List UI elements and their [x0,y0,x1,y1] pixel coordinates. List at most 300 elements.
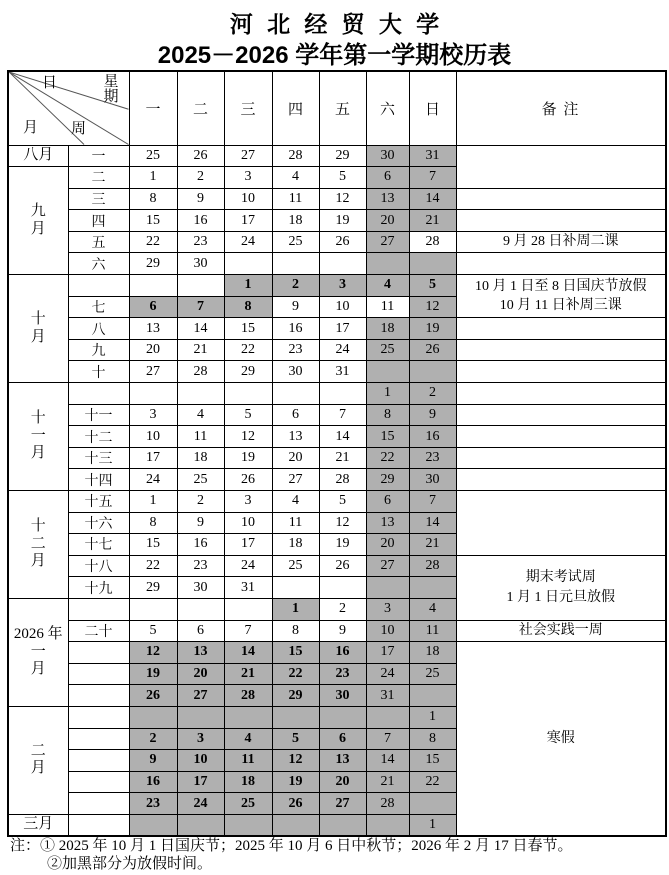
day-cell: 31 [224,577,272,599]
day-cell: 15 [129,534,177,556]
day-cell: 17 [366,642,409,664]
corner-label-week: 周 [71,121,87,137]
day-cell: 12 [129,642,177,664]
corner-label-day: 日 [42,75,58,91]
day-cell: 2 [319,598,366,620]
week-label [68,685,129,707]
day-cell: 27 [319,793,366,815]
day-cell: 15 [409,750,456,772]
calendar-row [8,210,666,232]
remark-cell [456,426,666,448]
week-label [68,663,129,685]
day-cell: 4 [177,404,224,426]
day-cell: 8 [129,512,177,534]
week-label: 十一 [68,404,129,426]
day-cell [129,598,177,620]
day-cell: 25 [366,339,409,361]
day-cell: 12 [319,188,366,210]
day-cell: 3 [366,598,409,620]
calendar-table [7,70,667,837]
day-cell: 26 [129,685,177,707]
day-cell: 30 [366,145,409,167]
remark-cell [456,145,666,188]
day-cell: 4 [409,598,456,620]
week-label: 三 [68,188,129,210]
day-cell: 20 [366,534,409,556]
week-label: 二十 [68,620,129,642]
calendar-row [8,339,666,361]
day-cell: 26 [272,793,319,815]
day-cell: 11 [409,620,456,642]
calendar-row [8,620,666,642]
day-cell: 25 [224,793,272,815]
day-cell: 2 [129,728,177,750]
day-cell: 6 [319,728,366,750]
day-cell: 27 [224,145,272,167]
day-cell [366,253,409,275]
month-label: 十 一 月 [8,383,68,491]
day-cell: 20 [319,771,366,793]
day-cell: 3 [224,167,272,189]
weekday-header-fri: 五 [319,71,366,145]
day-cell: 1 [272,598,319,620]
calendar-row [8,361,666,383]
day-cell: 5 [319,167,366,189]
weekday-header-mon: 一 [129,71,177,145]
day-cell: 26 [319,555,366,577]
calendar-row [8,491,666,513]
week-label: 十二 [68,426,129,448]
day-cell: 13 [129,318,177,340]
day-cell: 15 [224,318,272,340]
day-cell: 28 [366,793,409,815]
day-cell: 24 [129,469,177,491]
day-cell: 19 [224,447,272,469]
day-cell: 21 [177,339,224,361]
day-cell: 30 [319,685,366,707]
day-cell: 23 [177,555,224,577]
day-cell: 3 [129,404,177,426]
day-cell [409,685,456,707]
weekday-header-wed: 三 [224,71,272,145]
day-cell [129,706,177,728]
day-cell: 26 [409,339,456,361]
week-label: 十八 [68,555,129,577]
day-cell: 28 [409,231,456,253]
day-cell: 23 [272,339,319,361]
week-label [68,598,129,620]
day-cell [272,383,319,405]
day-cell: 7 [319,404,366,426]
day-cell [409,253,456,275]
week-label [68,728,129,750]
day-cell: 12 [319,512,366,534]
weekday-header-tue: 二 [177,71,224,145]
day-cell: 9 [409,404,456,426]
day-cell: 8 [272,620,319,642]
day-cell [272,814,319,836]
day-cell: 16 [272,318,319,340]
remark-cell [456,188,666,210]
weekday-header-thu: 四 [272,71,319,145]
day-cell: 11 [272,188,319,210]
day-cell [319,577,366,599]
day-cell: 13 [366,188,409,210]
day-cell: 3 [224,491,272,513]
page-title: 河北经贸大学 [229,11,454,37]
day-cell: 22 [129,555,177,577]
remark-cell [456,491,666,556]
day-cell: 7 [409,491,456,513]
day-cell: 30 [409,469,456,491]
day-cell: 17 [319,318,366,340]
day-cell: 11 [224,750,272,772]
day-cell: 12 [224,426,272,448]
day-cell: 18 [272,210,319,232]
remark-cell [456,339,666,361]
day-cell: 20 [129,339,177,361]
day-cell: 28 [272,145,319,167]
day-cell: 27 [272,469,319,491]
day-cell: 6 [177,620,224,642]
day-cell: 4 [224,728,272,750]
calendar-row [8,555,666,577]
day-cell: 9 [129,750,177,772]
month-label: 2026 年 一 月 [8,598,68,706]
day-cell: 14 [177,318,224,340]
day-cell: 2 [177,491,224,513]
day-cell: 26 [177,145,224,167]
day-cell: 13 [366,512,409,534]
day-cell: 11 [177,426,224,448]
day-cell: 15 [272,642,319,664]
header-row [8,71,666,145]
calendar-row [8,275,666,297]
day-cell: 6 [129,296,177,318]
day-cell: 13 [319,750,366,772]
day-cell: 9 [272,296,319,318]
day-cell [224,598,272,620]
day-cell: 8 [366,404,409,426]
remark-cell: 寒假 [456,642,666,836]
calendar-row [8,447,666,469]
day-cell: 27 [366,231,409,253]
day-cell: 2 [177,167,224,189]
day-cell: 3 [177,728,224,750]
weekday-header-sat: 六 [366,71,409,145]
day-cell: 10 [319,296,366,318]
day-cell: 22 [224,339,272,361]
week-label: 十四 [68,469,129,491]
day-cell: 17 [224,210,272,232]
day-cell: 28 [319,469,366,491]
day-cell [366,361,409,383]
day-cell: 19 [319,534,366,556]
day-cell: 18 [366,318,409,340]
month-label: 二 月 [8,706,68,814]
remark-cell [456,253,666,275]
day-cell: 28 [409,555,456,577]
day-cell: 20 [177,663,224,685]
day-cell: 8 [409,728,456,750]
day-cell: 10 [224,188,272,210]
day-cell: 29 [272,685,319,707]
day-cell: 4 [272,491,319,513]
day-cell: 10 [366,620,409,642]
day-cell [366,814,409,836]
week-label: 六 [68,253,129,275]
day-cell: 25 [272,231,319,253]
day-cell: 29 [366,469,409,491]
day-cell [224,253,272,275]
calendar-row [8,383,666,405]
day-cell: 24 [177,793,224,815]
day-cell: 22 [366,447,409,469]
week-label: 十 [68,361,129,383]
day-cell: 17 [177,771,224,793]
day-cell [224,383,272,405]
day-cell [177,814,224,836]
month-label: 三月 [8,814,68,836]
day-cell: 11 [272,512,319,534]
remark-cell: 9 月 28 日补周二课 [456,231,666,253]
day-cell [129,275,177,297]
day-cell [319,814,366,836]
day-cell [319,383,366,405]
day-cell [224,706,272,728]
day-cell: 7 [409,167,456,189]
day-cell [366,577,409,599]
day-cell: 17 [129,447,177,469]
remark-cell: 10 月 1 日至 8 日国庆节放假 10 月 11 日补周三课 [456,275,666,318]
day-cell: 10 [177,750,224,772]
page-subtitle: 2025－2026 学年第一学期校历表 [157,42,512,69]
day-cell: 2 [409,383,456,405]
day-cell [129,383,177,405]
day-cell: 1 [129,491,177,513]
day-cell: 21 [409,534,456,556]
day-cell: 18 [224,771,272,793]
day-cell: 23 [177,231,224,253]
week-label [68,275,129,297]
day-cell: 23 [409,447,456,469]
day-cell: 27 [366,555,409,577]
day-cell: 11 [366,296,409,318]
day-cell: 7 [366,728,409,750]
day-cell: 9 [319,620,366,642]
day-cell: 25 [409,663,456,685]
corner-label-month: 月 [23,120,39,136]
remark-cell [456,383,666,405]
day-cell: 29 [319,145,366,167]
day-cell [319,253,366,275]
day-cell: 8 [224,296,272,318]
day-cell: 3 [319,275,366,297]
day-cell: 27 [129,361,177,383]
day-cell: 21 [224,663,272,685]
week-label [68,750,129,772]
day-cell: 25 [129,145,177,167]
day-cell: 26 [224,469,272,491]
day-cell: 25 [272,555,319,577]
week-label: 九 [68,339,129,361]
day-cell: 7 [224,620,272,642]
day-cell: 31 [319,361,366,383]
day-cell: 28 [224,685,272,707]
day-cell: 9 [177,512,224,534]
day-cell [129,814,177,836]
day-cell: 24 [366,663,409,685]
day-cell: 6 [366,491,409,513]
day-cell: 5 [129,620,177,642]
day-cell: 12 [409,296,456,318]
day-cell: 14 [409,188,456,210]
week-label: 二 [68,167,129,189]
week-label: 十六 [68,512,129,534]
day-cell: 2 [272,275,319,297]
day-cell: 16 [129,771,177,793]
day-cell: 20 [272,447,319,469]
calendar-row [8,426,666,448]
day-cell: 8 [129,188,177,210]
day-cell: 4 [366,275,409,297]
day-cell [177,275,224,297]
day-cell: 5 [319,491,366,513]
day-cell: 1 [366,383,409,405]
month-label: 九 月 [8,167,68,275]
day-cell [409,361,456,383]
day-cell: 14 [319,426,366,448]
day-cell: 5 [409,275,456,297]
day-cell: 6 [272,404,319,426]
day-cell: 29 [129,253,177,275]
day-cell: 31 [409,145,456,167]
day-cell: 27 [177,685,224,707]
day-cell [366,706,409,728]
remark-cell [456,469,666,491]
calendar-row [8,469,666,491]
day-cell: 1 [129,167,177,189]
day-cell: 30 [272,361,319,383]
day-cell: 16 [177,534,224,556]
day-cell: 30 [177,577,224,599]
day-cell: 22 [272,663,319,685]
day-cell: 19 [129,663,177,685]
day-cell: 19 [319,210,366,232]
day-cell: 28 [177,361,224,383]
day-cell: 12 [272,750,319,772]
remark-cell [456,447,666,469]
day-cell: 16 [409,426,456,448]
day-cell: 7 [177,296,224,318]
day-cell: 18 [409,642,456,664]
day-cell: 14 [224,642,272,664]
day-cell [272,706,319,728]
day-cell: 10 [129,426,177,448]
day-cell [272,577,319,599]
footnote-2: ②加黑部分为放假时间。 [47,856,213,873]
week-label [68,706,129,728]
day-cell: 1 [409,706,456,728]
week-label: 七 [68,296,129,318]
day-cell: 17 [224,534,272,556]
week-label: 十七 [68,534,129,556]
day-cell: 10 [224,512,272,534]
week-label: 五 [68,231,129,253]
day-cell: 24 [224,555,272,577]
week-label [68,793,129,815]
remark-cell: 期末考试周 1 月 1 日元旦放假 [456,555,666,620]
week-label: 一 [68,145,129,167]
day-cell: 16 [319,642,366,664]
remark-cell [456,361,666,383]
calendar-row [8,145,666,167]
day-cell: 24 [319,339,366,361]
day-cell: 19 [272,771,319,793]
weekday-header-sun: 日 [409,71,456,145]
week-label: 十三 [68,447,129,469]
remark-header: 备 注 [456,71,666,145]
day-cell: 23 [129,793,177,815]
day-cell: 21 [366,771,409,793]
calendar-row [8,188,666,210]
day-cell: 22 [129,231,177,253]
remark-cell [456,318,666,340]
month-label: 八月 [8,145,68,167]
day-cell: 13 [177,642,224,664]
corner-label-weekday: 星期 [103,74,119,105]
week-label [68,814,129,836]
day-cell [409,793,456,815]
day-cell: 15 [129,210,177,232]
corner-cell [8,71,129,145]
calendar-row [8,253,666,275]
day-cell: 18 [272,534,319,556]
calendar-row [8,231,666,253]
day-cell: 31 [366,685,409,707]
day-cell: 4 [272,167,319,189]
day-cell: 22 [409,771,456,793]
day-cell: 13 [272,426,319,448]
remark-cell [456,210,666,232]
day-cell: 30 [177,253,224,275]
day-cell: 1 [224,275,272,297]
day-cell: 15 [366,426,409,448]
remark-cell: 社会实践一周 [456,620,666,642]
calendar-row [8,642,666,664]
day-cell: 5 [224,404,272,426]
day-cell [272,253,319,275]
day-cell: 20 [366,210,409,232]
footnote-1: 注：① 2025 年 10 月 1 日国庆节；2025 年 10 月 6 日中秋节；2026 年 2 月 17 日春节。 [10,838,573,854]
day-cell: 1 [409,814,456,836]
day-cell: 21 [319,447,366,469]
day-cell: 29 [224,361,272,383]
week-label [68,642,129,664]
week-label: 四 [68,210,129,232]
calendar-row [8,318,666,340]
day-cell [177,706,224,728]
remark-cell [456,404,666,426]
day-cell [224,814,272,836]
day-cell: 5 [272,728,319,750]
day-cell: 26 [319,231,366,253]
day-cell: 25 [177,469,224,491]
month-label: 十 二 月 [8,491,68,599]
day-cell [177,383,224,405]
day-cell: 19 [409,318,456,340]
day-cell: 29 [129,577,177,599]
